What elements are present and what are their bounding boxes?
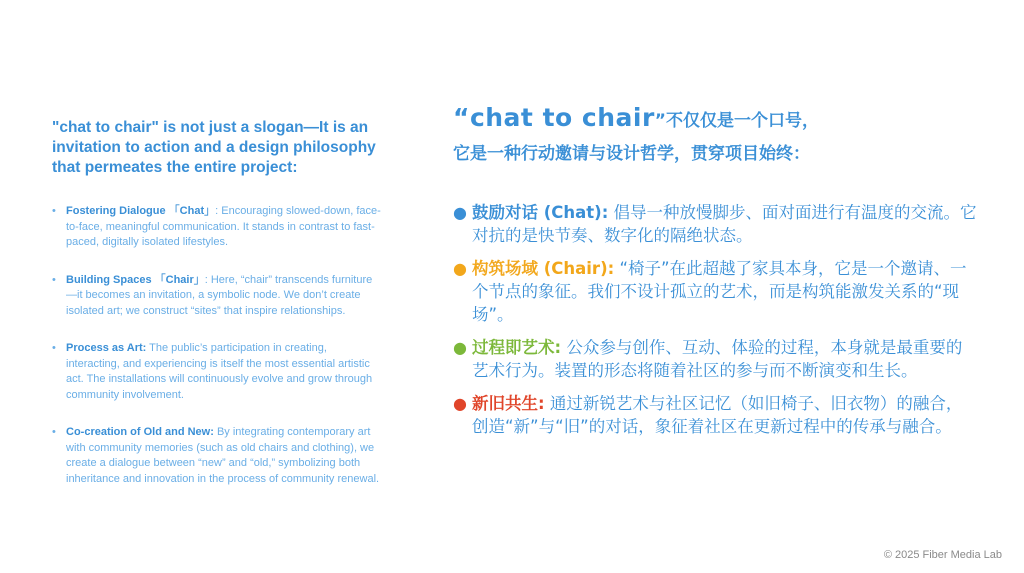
bullet-icon: • xyxy=(52,273,56,286)
chinese-item-term: 鼓励对话 (Chat): xyxy=(472,203,609,222)
title-quote-open: “ xyxy=(453,103,470,132)
english-item-text: : Encouraging slowed-down, face-to-face, meaningful communication. It stands in contrast to fast-paced, digitally isolated lifestyles. xyxy=(66,205,381,248)
bullet-dot-icon: ● xyxy=(453,338,467,357)
english-item-cocreation xyxy=(52,425,382,487)
chinese-list xyxy=(453,201,978,438)
english-item-dialogue xyxy=(52,204,382,251)
chinese-item-text: “椅子”在此超越了家具本身，它是一个邀请、一个节点的象征。我们不设计孤立的艺术，而是构筑能激发关系的“现场”。 xyxy=(472,259,967,324)
chinese-column xyxy=(453,100,978,448)
english-item-term: Building Spaces 「Chair」 xyxy=(66,273,205,286)
english-item-text: By integrating contemporary art with community memories (such as old chairs and clothing), we create a dialogue between “new” and “old,” symbolizing both inheritance and innovation in the process of community renewal. xyxy=(66,426,380,485)
chinese-item-text: 公众参与创作、互动、体验的过程，本身就是最重要的艺术行为。装置的形态将随着社区的参与而不断演变和生长。 xyxy=(472,338,963,380)
english-item-term: Fostering Dialogue 「Chat」 xyxy=(66,205,216,217)
copyright-footer: © 2025 Fiber Media Lab xyxy=(883,549,1002,561)
english-heading: "chat to chair" is not just a slogan—It is an invitation to action and a design philosophy that permeates the entire project: xyxy=(52,119,376,176)
english-item-text: : Here, “chair” transcends furniture—it becomes an invitation, a symbolic node. We don’t create isolated art; we construct “sites” that inspire relationships. xyxy=(66,273,373,317)
chinese-subtitle: 它是一种行动邀请与设计哲学，贯穿项目始终： xyxy=(453,144,810,164)
chinese-item-text: 倡导一种放慢脚步、面对面进行有温度的交流。它对抗的是快节奏、数字化的隔绝状态。 xyxy=(472,203,977,245)
bullet-dot-icon: ● xyxy=(453,394,467,413)
chinese-item-dialogue xyxy=(453,201,978,247)
chinese-item-spaces xyxy=(453,257,978,326)
english-item-term: Process as Art: xyxy=(66,342,147,354)
bullet-icon: • xyxy=(52,426,56,438)
bullet-dot-icon: ● xyxy=(453,203,467,222)
chinese-item-process xyxy=(453,336,978,382)
english-item-process xyxy=(52,341,382,403)
bullet-dot-icon: ● xyxy=(453,259,467,278)
chinese-item-term: 过程即艺术: xyxy=(472,338,562,357)
chinese-item-term: 新旧共生: xyxy=(472,394,545,413)
english-column xyxy=(52,118,382,509)
english-item-text: The public’s participation in creating, interacting, and experiencing is itself the most essential artistic act. The installations will continuously evolve and grow through community involvement. xyxy=(66,342,373,401)
chinese-item-cocreation xyxy=(453,392,978,438)
chinese-title-line1 xyxy=(453,100,978,139)
english-list xyxy=(52,204,382,487)
english-item-spaces xyxy=(52,273,382,320)
chinese-item-term: 构筑场域 (Chair): xyxy=(472,259,615,278)
bullet-icon: • xyxy=(52,205,56,217)
bullet-icon: • xyxy=(52,342,56,354)
title-english-phrase: chat to chair xyxy=(469,103,655,132)
chinese-item-text: 通过新锐艺术与社区记忆（如旧椅子、旧衣物）的融合，创造“新”与“旧”的对话，象征着社区在更新过程中的传承与融合。 xyxy=(472,394,963,436)
title-rest: ”不仅仅是一个口号， xyxy=(654,111,819,131)
chinese-title xyxy=(453,100,978,169)
english-item-term: Co-creation of Old and New: xyxy=(66,426,214,438)
